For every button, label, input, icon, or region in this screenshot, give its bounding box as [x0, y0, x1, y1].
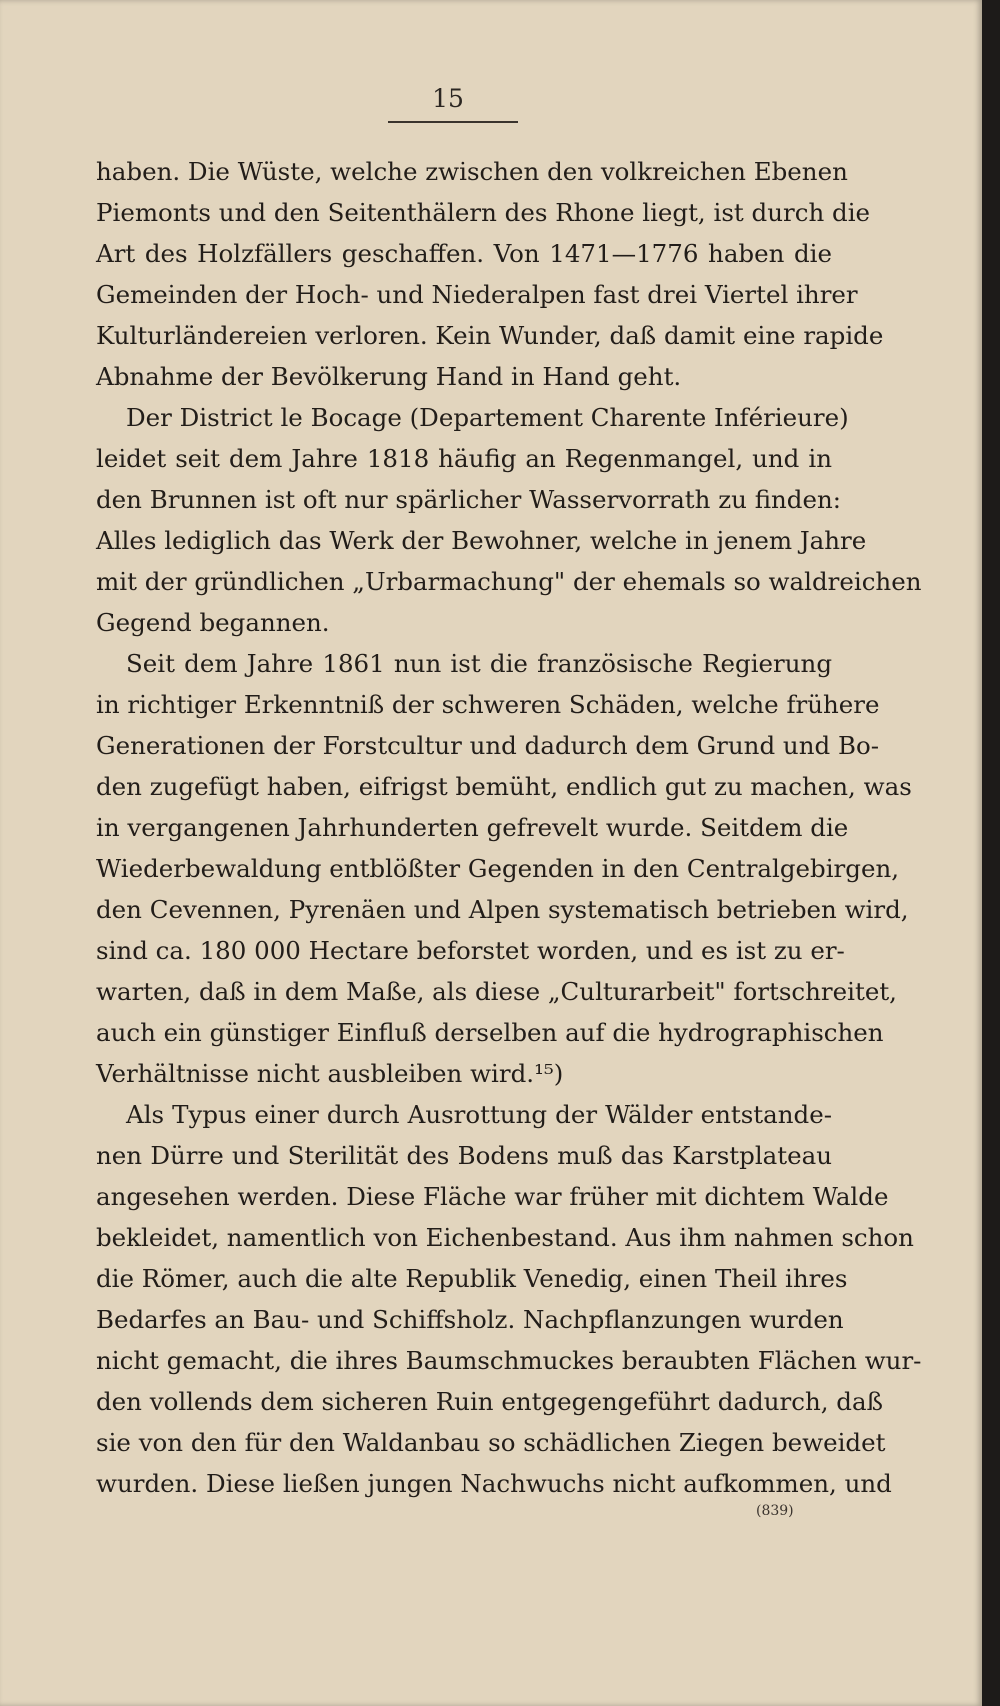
text-line: Als Typus einer durch Ausrottung der Wälder entstande- [126, 1100, 832, 1129]
text-line: Kulturländereien verloren. Kein Wunder, daß damit eine rapide [96, 321, 884, 350]
text-line: in vergangenen Jahrhunderten gefrevelt wurde. Seitdem die [96, 813, 849, 842]
text-line: Art des Holzfällers geschaffen. Von 1471—1776 haben die [96, 239, 832, 268]
text-line: nen Dürre und Sterilität des Bodens muß das Karstplateau [96, 1141, 832, 1170]
text-line: in richtiger Erkenntniß der schweren Schäden, welche frühere [96, 690, 880, 719]
print-code: (839) [756, 1503, 794, 1519]
text-line: Der District le Bocage (Departement Charente Inférieure) [126, 403, 849, 432]
text-line: die Römer, auch die alte Republik Venedig, einen Theil ihres [96, 1264, 848, 1293]
body-text [96, 151, 922, 1504]
text-line: Piemonts und den Seitenthälern des Rhone liegt, ist durch die [96, 198, 871, 227]
text-line: haben. Die Wüste, welche zwischen den volkreichen Ebenen [96, 157, 848, 186]
page-number: 15 [432, 84, 464, 113]
text-line: Gemeinden der Hoch- und Niederalpen fast drei Viertel ihrer [96, 280, 858, 309]
text-line: Alles lediglich das Werk der Bewohner, welche in jenem Jahre [96, 526, 867, 555]
text-line: warten, daß in dem Maße, als diese „Culturarbeit" fortschreitet, [96, 977, 897, 1006]
text-line: auch ein günstiger Einfluß derselben auf die hydrographischen [96, 1018, 884, 1047]
text-line: den vollends dem sicheren Ruin entgegengeführt dadurch, daß [96, 1387, 883, 1416]
text-line: Generationen der Forstcultur und dadurch dem Grund und Bo- [96, 731, 879, 760]
text-line: sind ca. 180 000 Hectare beforstet worden, und es ist zu er- [96, 936, 845, 965]
text-line: Gegend begannen. [96, 608, 330, 637]
text-line: bekleidet, namentlich von Eichenbestand. Aus ihm nahmen schon [96, 1223, 914, 1252]
text-line: Wiederbewaldung entblößter Gegenden in den Centralgebirgen, [96, 854, 900, 883]
text-line: Verhältnisse nicht ausbleiben wird.¹⁵) [96, 1059, 564, 1088]
text-line: leidet seit dem Jahre 1818 häufig an Regenmangel, und in [96, 444, 832, 473]
text-line: sie von den für den Waldanbau so schädlichen Ziegen beweidet [96, 1428, 886, 1457]
text-line: den Cevennen, Pyrenäen und Alpen systematisch betrieben wird, [96, 895, 909, 924]
text-line: Abnahme der Bevölkerung Hand in Hand geht. [96, 362, 682, 391]
text-line: den Brunnen ist oft nur spärlicher Wasservorrath zu finden: [96, 485, 842, 514]
text-line: mit der gründlichen „Urbarmachung" der ehemals so waldreichen [96, 567, 922, 596]
text-line: Bedarfes an Bau- und Schiffsholz. Nachpflanzungen wurden [96, 1305, 844, 1334]
text-line: wurden. Diese ließen jungen Nachwuchs nicht aufkommen, und [96, 1469, 892, 1498]
text-line: angesehen werden. Diese Fläche war früher mit dichtem Walde [96, 1182, 889, 1211]
text-line: den zugefügt haben, eifrigst bemüht, endlich gut zu machen, was [96, 772, 912, 801]
header-rule [388, 121, 518, 123]
text-line: nicht gemacht, die ihres Baumschmuckes beraubten Flächen wur- [96, 1346, 922, 1375]
text-line: Seit dem Jahre 1861 nun ist die französische Regierung [126, 649, 832, 678]
